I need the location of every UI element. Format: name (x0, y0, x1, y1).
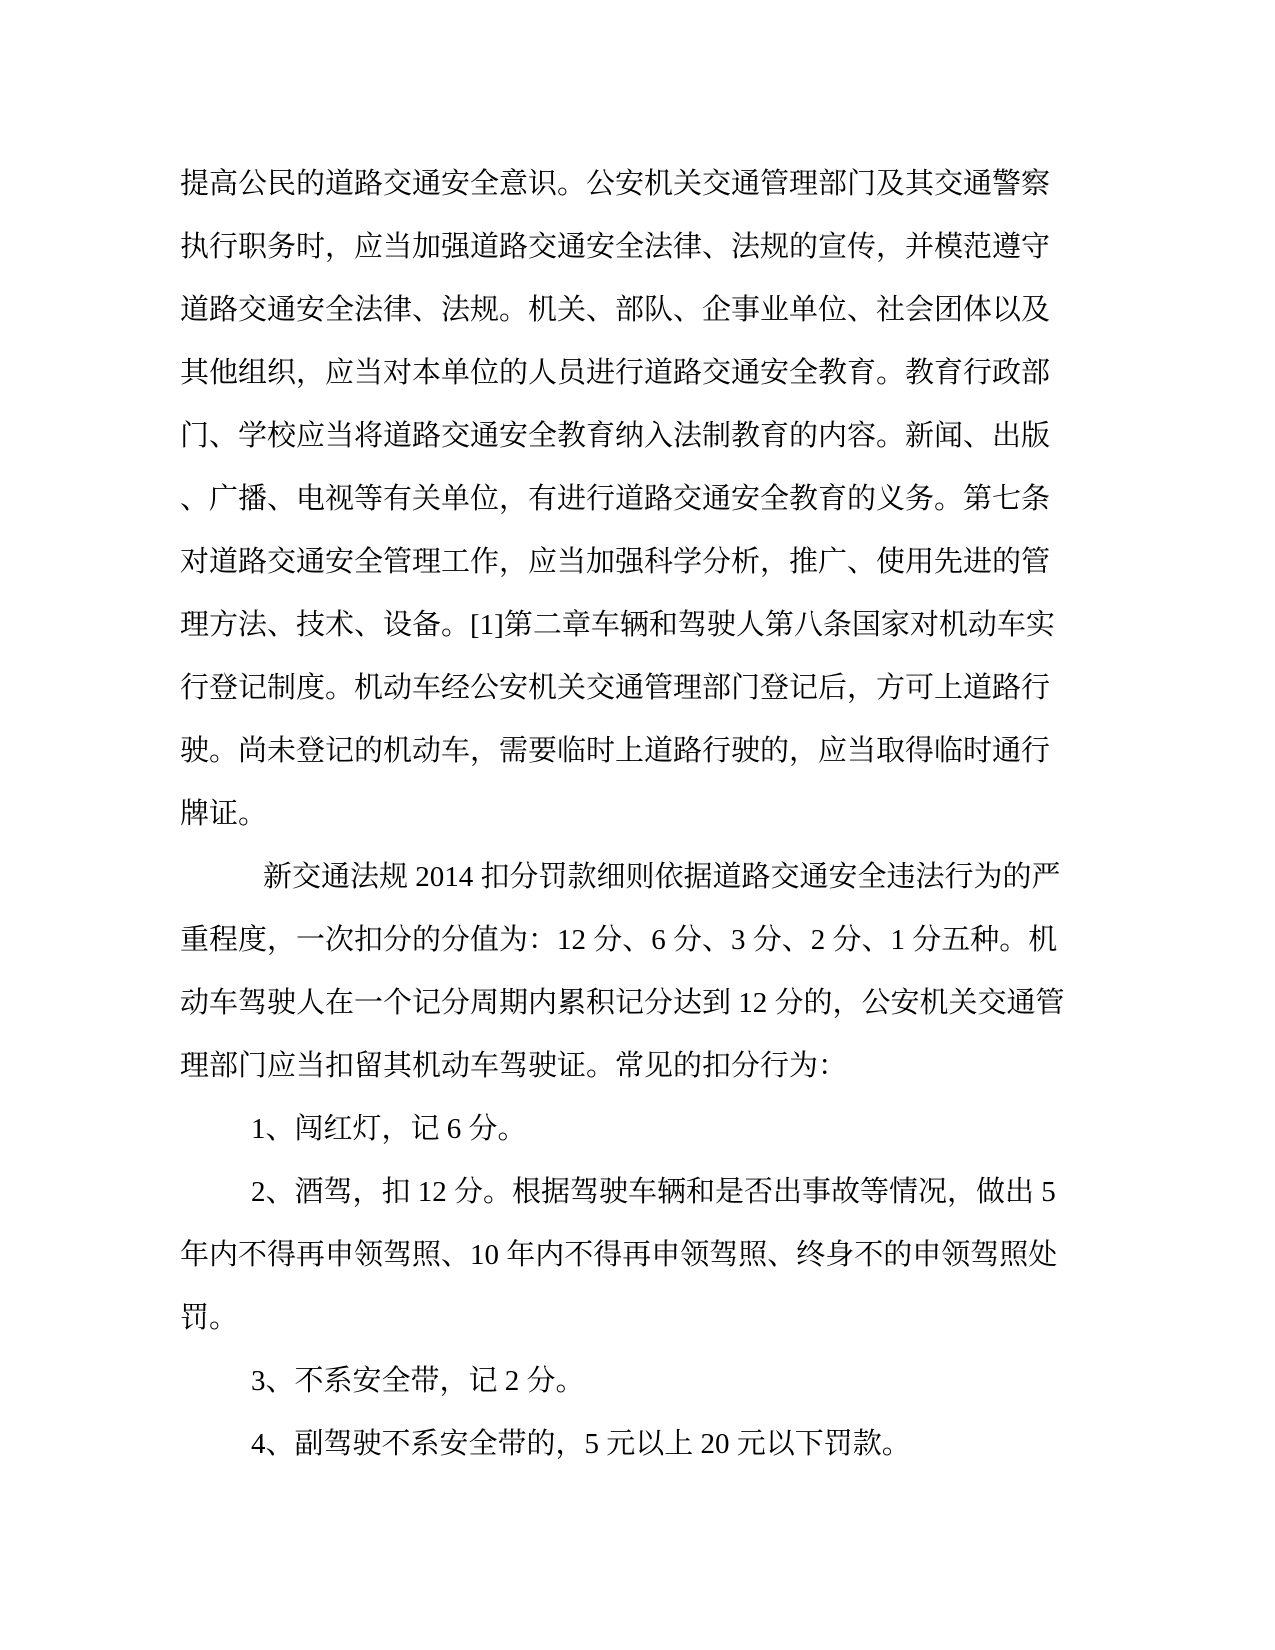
text-line: 年内不得再申领驾照、10 年内不得再申领驾照、终身不的申领驾照处 (180, 1239, 1058, 1271)
text-line: 行登记制度。机动车经公安机关交通管理部门登记后，方可上道路行 (180, 672, 1051, 704)
text-line: 1、闯红灯，记 6 分。 (251, 1113, 527, 1145)
text-line: 门、学校应当将道路交通安全教育纳入法制教育的内容。新闻、出版 (180, 420, 1051, 452)
text-line: 3、不系安全带，记 2 分。 (251, 1365, 585, 1397)
text-block (180, 153, 1065, 1476)
text-line: 2、酒驾，扣 12 分。根据驾驶车辆和是否出事故等情况，做出 5 (251, 1176, 1056, 1208)
text-line: 其他组织，应当对本单位的人员进行道路交通安全教育。教育行政部 (180, 357, 1051, 389)
text-line: 动车驾驶人在一个记分周期内累积记分达到 12 分的，公安机关交通管 (180, 987, 1065, 1019)
text-line: 执行职务时，应当加强道路交通安全法律、法规的宣传，并模范遵守 (180, 231, 1051, 263)
text-line: 对道路交通安全管理工作，应当加强科学分析，推广、使用先进的管 (180, 546, 1051, 578)
text-line: 驶。尚未登记的机动车，需要临时上道路行驶的，应当取得临时通行 (180, 735, 1051, 767)
text-line: 重程度，一次扣分的分值为：12 分、6 分、3 分、2 分、1 分五种。机 (180, 924, 1058, 956)
text-line: 4、副驾驶不系安全带的，5 元以上 20 元以下罚款。 (251, 1428, 911, 1460)
text-line: 理方法、技术、设备。[1]第二章车辆和驾驶人第八条国家对机动车实 (180, 609, 1055, 641)
text-line: 牌证。 (180, 798, 268, 830)
text-line: 、广播、电视等有关单位，有进行道路交通安全教育的义务。第七条 (180, 483, 1051, 515)
text-line: 理部门应当扣留其机动车驾驶证。常见的扣分行为： (180, 1050, 848, 1082)
text-line: 提高公民的道路交通安全意识。公安机关交通管理部门及其交通警察 (180, 168, 1051, 200)
text-line: 道路交通安全法律、法规。机关、部队、企事业单位、社会团体以及 (180, 294, 1051, 326)
text-line: 新交通法规 2014 扣分罚款细则依据道路交通安全违法行为的严 (263, 861, 1061, 893)
text-line: 罚。 (180, 1302, 239, 1334)
